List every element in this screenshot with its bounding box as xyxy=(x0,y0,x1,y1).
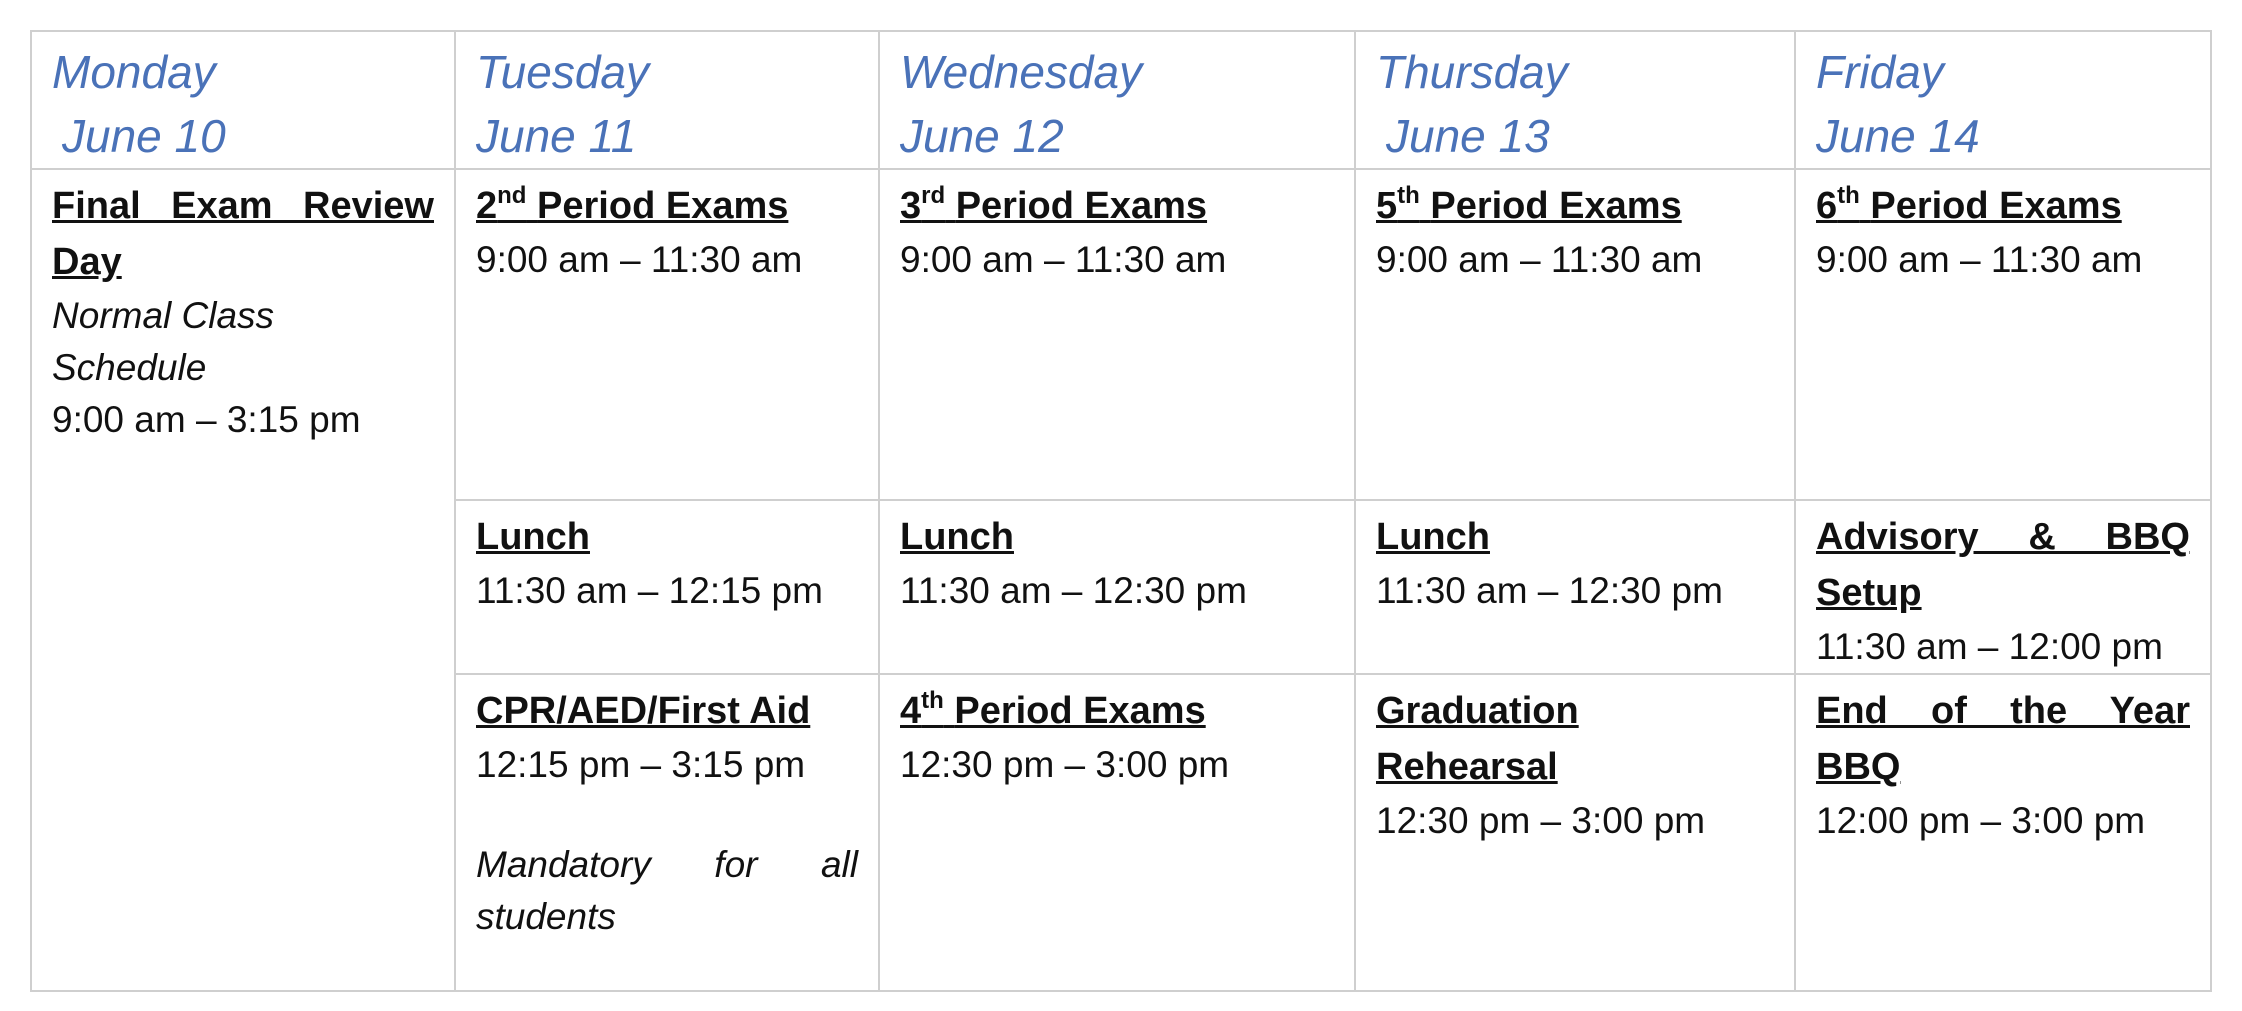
period-suffix: rd xyxy=(921,182,946,209)
bbq-time: 12:00 pm – 3:00 pm xyxy=(1816,800,2146,841)
header-wednesday xyxy=(879,31,1355,169)
rehearsal-title-line1: Graduation xyxy=(1376,690,1579,732)
period-number: 4 xyxy=(900,690,922,732)
friday-morning-cell xyxy=(1795,169,2211,500)
wednesday-morning-cell xyxy=(879,169,1355,500)
review-day-title-line1: Final Exam Review xyxy=(52,185,434,227)
header-tuesday xyxy=(455,31,879,169)
period-label: Period Exams xyxy=(537,185,789,227)
header-row xyxy=(31,31,2211,169)
period-label: Period Exams xyxy=(1870,185,2122,227)
period-label: Period Exams xyxy=(1430,185,1682,227)
wednesday-lunch-cell xyxy=(879,500,1355,674)
period-suffix: nd xyxy=(497,182,527,209)
day-date: June 12 xyxy=(900,110,1064,162)
morning-row xyxy=(31,169,2211,500)
wednesday-afternoon-cell xyxy=(879,674,1355,991)
period-number: 2 xyxy=(476,185,498,227)
header-thursday xyxy=(1355,31,1795,169)
header-monday xyxy=(31,31,455,169)
period-suffix: th xyxy=(1837,182,1860,209)
wednesday-afternoon-exam-time: 12:30 pm – 3:00 pm xyxy=(900,744,1230,785)
lunch-title: Lunch xyxy=(476,516,590,558)
day-name: Thursday xyxy=(1376,46,1568,98)
advisory-title-line1: Advisory & BBQ xyxy=(1816,516,2190,558)
day-date: June 14 xyxy=(1816,110,1980,162)
thursday-morning-cell xyxy=(1355,169,1795,500)
tuesday-afternoon-cell xyxy=(455,674,879,991)
period-suffix: th xyxy=(1397,182,1420,209)
exam-schedule-table xyxy=(30,30,2212,992)
day-date: June 13 xyxy=(1386,110,1550,162)
day-date: June 11 xyxy=(476,110,637,162)
day-name: Monday xyxy=(52,46,216,98)
spacer xyxy=(476,791,858,839)
period-suffix: th xyxy=(921,687,944,714)
rehearsal-title-line2: Rehearsal xyxy=(1376,746,1558,788)
review-day-time: 9:00 am – 3:15 pm xyxy=(52,399,361,440)
period-number: 5 xyxy=(1376,185,1398,227)
cpr-title: CPR/AED/First Aid xyxy=(476,690,811,732)
friday-exam-time: 9:00 am – 11:30 am xyxy=(1816,239,2143,280)
period-number: 6 xyxy=(1816,185,1838,227)
thursday-lunch-cell xyxy=(1355,500,1795,674)
bbq-title-line1: End of the Year xyxy=(1816,690,2190,732)
lunch-title: Lunch xyxy=(900,516,1014,558)
header-friday xyxy=(1795,31,2211,169)
monday-cell xyxy=(31,169,455,991)
day-name: Tuesday xyxy=(476,46,650,98)
wednesday-exam-time: 9:00 am – 11:30 am xyxy=(900,239,1227,280)
cpr-time: 12:15 pm – 3:15 pm xyxy=(476,744,806,785)
advisory-time: 11:30 am – 12:00 pm xyxy=(1816,626,2163,667)
wednesday-afternoon-exam-title xyxy=(900,683,1334,739)
friday-afternoon-cell xyxy=(1795,674,2211,991)
review-day-title-line2: Day xyxy=(52,241,122,283)
lunch-time: 11:30 am – 12:30 pm xyxy=(900,570,1247,611)
cpr-note: Mandatory for all students xyxy=(476,844,858,937)
day-name: Wednesday xyxy=(900,46,1143,98)
thursday-exam-time: 9:00 am – 11:30 am xyxy=(1376,239,1703,280)
period-number: 3 xyxy=(900,185,922,227)
review-day-subtitle: Normal Class Schedule xyxy=(52,295,275,388)
tuesday-exam-time: 9:00 am – 11:30 am xyxy=(476,239,803,280)
friday-advisory-cell xyxy=(1795,500,2211,674)
thursday-exam-title xyxy=(1376,178,1774,234)
tuesday-morning-cell xyxy=(455,169,879,500)
tuesday-lunch-cell xyxy=(455,500,879,674)
lunch-title: Lunch xyxy=(1376,516,1490,558)
period-label: Period Exams xyxy=(955,185,1208,227)
rehearsal-time: 12:30 pm – 3:00 pm xyxy=(1376,800,1706,841)
thursday-afternoon-cell xyxy=(1355,674,1795,991)
bbq-title-line2: BBQ xyxy=(1816,746,1901,788)
wednesday-exam-title xyxy=(900,178,1334,234)
tuesday-exam-title xyxy=(476,178,858,234)
day-name: Friday xyxy=(1816,46,1944,98)
period-label: Period Exams xyxy=(954,690,1206,732)
lunch-time: 11:30 am – 12:15 pm xyxy=(476,570,823,611)
lunch-time: 11:30 am – 12:30 pm xyxy=(1376,570,1723,611)
friday-exam-title xyxy=(1816,178,2190,234)
advisory-title-line2: Setup xyxy=(1816,572,1922,614)
day-date: June 10 xyxy=(62,110,226,162)
